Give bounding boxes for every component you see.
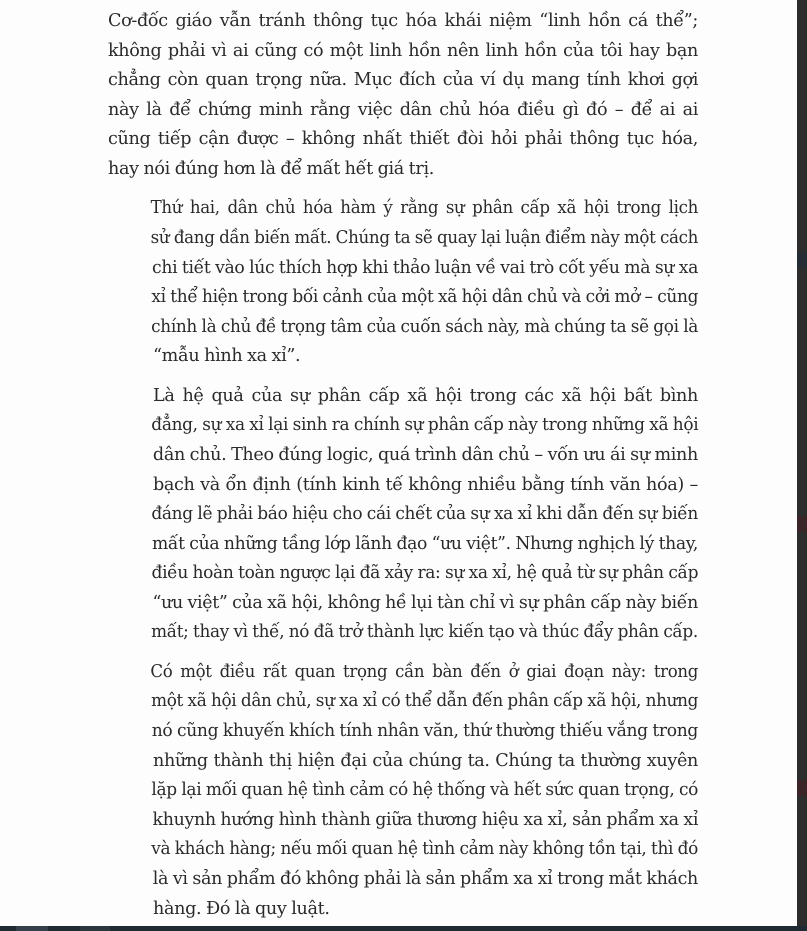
text-line: hay nói đúng hơn là để mất hết giá trị.: [108, 158, 434, 179]
text-line: nó cũng khuyến khích tính nhân văn, thứ thường thiếu vắng trong: [151, 721, 699, 742]
text-line: mất; thay vì thế, nó đã trở thành lực kiến tạo và thúc đẩy phân cấp.: [151, 622, 698, 643]
text-line: không phải vì ai cũng có một linh hồn nên linh hồn của tôi hay bạn: [108, 40, 698, 61]
text-line: “mẫu hình xa xỉ”.: [153, 346, 301, 367]
side-thumbnail-marker: [797, 780, 807, 796]
page-text: [108, 7, 698, 926]
text-line: Cơ-đốc giáo vẫn tránh thông tục hóa khái niệm “linh hồn cá thể”;: [108, 11, 698, 31]
text-line: khuynh hướng hình thành giữa thương hiệu xa xỉ, sản phẩm xa xỉ: [152, 809, 699, 830]
bottom-toolbar-segment[interactable]: [16, 926, 48, 931]
text-line: một xã hội dân chủ, sự xa xỉ có thể dẫn đến phân cấp xã hội, nhưng: [151, 691, 699, 712]
text-line: xỉ thể hiện trong bối cảnh của một xã hội dân chủ và cởi mở – cũng: [151, 287, 699, 308]
text-line: đáng lẽ phải báo hiệu cho cái chết của sự xa xỉ khi dẫn đến sự biến: [151, 504, 699, 525]
bottom-toolbar: [0, 926, 807, 931]
text-line: “ưu việt” của xã hội, không hề lụi tàn chỉ vì sự phân cấp này biến: [152, 592, 698, 613]
text-line: những thành thị hiện đại của chúng ta. Chúng ta thường xuyên: [153, 750, 698, 771]
text-line: Thứ hai, dân chủ hóa hàm ý rằng sự phân cấp xã hội trong lịch: [150, 198, 698, 219]
side-thumbnail-marker: [797, 516, 807, 532]
side-thumbnail-marker: [797, 252, 807, 268]
text-line: chẳng còn quan trọng nữa. Mục đích của ví dụ mang tính khơi gợi: [108, 70, 698, 91]
text-line: dân chủ. Theo đúng logic, quá trình dân chủ – vốn ưu ái sự minh: [152, 444, 699, 465]
text-line: Có một điều rất quan trọng cần bàn đến ở giai đoạn này: trong: [150, 661, 698, 682]
text-line: mất của những tầng lớp lãnh đạo “ưu việt”. Nhưng nghịch lý thay,: [151, 533, 698, 554]
text-line: lặp lại mối quan hệ tình cảm có hệ thống và hết sức quan trọng, có: [151, 780, 699, 801]
text-line: chính là chủ đề trọng tâm của cuốn sách này, mà chúng ta sẽ gọi là: [151, 316, 699, 337]
paragraph: [108, 194, 698, 372]
paragraph: [108, 658, 698, 924]
text-line: và khách hàng; nếu mối quan hệ tình cảm này không tồn tại, thì đó: [151, 839, 699, 860]
text-line: là vì sản phẩm đó không phải là sản phẩm xa xỉ trong mắt khách: [152, 869, 698, 890]
text-line: Là hệ quả của sự phân cấp xã hội trong các xã hội bất bình: [153, 385, 698, 406]
text-line: điều hoàn toàn ngược lại đã xảy ra: sự xa xỉ, hệ quả từ sự phân cấp: [151, 563, 699, 584]
text-line: sử đang dần biến mất. Chúng ta sẽ quay lại luận điểm này một cách: [150, 227, 699, 248]
paragraph: [108, 7, 698, 185]
paragraph: [108, 382, 698, 648]
text-line: đẳng, sự xa xỉ lại sinh ra chính sự phân cấp này trong những xã hội: [151, 415, 699, 436]
bottom-toolbar-segment[interactable]: [80, 926, 110, 931]
text-line: bạch và ổn định (tính kinh tế không nhiều bằng tính văn hóa) –: [153, 474, 698, 495]
text-line: chi tiết vào lúc thích hợp khi thảo luận về vai trò cốt yếu mà sự xa: [152, 257, 698, 278]
text-line: cũng tiếp cận được – không nhất thiết đòi hỏi phải thông tục hóa,: [108, 129, 698, 150]
text-line: hàng. Đó là quy luật.: [153, 898, 330, 919]
text-line: này là để chứng minh rằng việc dân chủ hóa điều gì đó – để ai ai: [108, 99, 698, 120]
